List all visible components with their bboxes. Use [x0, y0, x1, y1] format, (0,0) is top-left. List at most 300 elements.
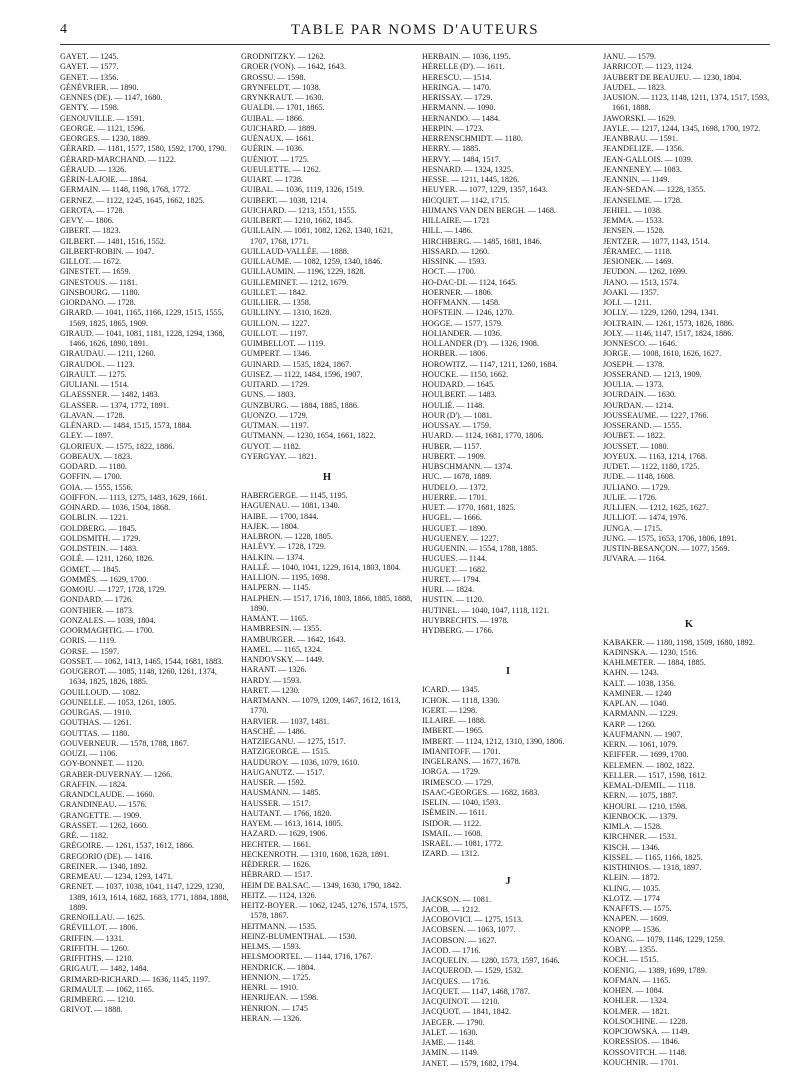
letter-heading-i: I	[505, 666, 511, 678]
entry-list	[241, 52, 413, 462]
index-entry: HOLIANDER. — 1036.	[422, 328, 502, 338]
index-entry: ISÉMEIN. — 1611.	[422, 808, 488, 818]
index-entry: GÉRARD-MARCHAND. — 1122.	[60, 154, 176, 164]
index-entry: GOMMÈS. — 1629, 1700.	[60, 574, 149, 584]
index-entry: HUGUENEY. — 1227.	[422, 533, 499, 543]
index-entry: GUALDI. — 1701, 1865.	[241, 103, 325, 113]
index-entry: HÉBRARD. — 1517.	[241, 870, 313, 880]
index-entry: KOSSOVITCH. — 1148.	[603, 1047, 687, 1057]
index-entry: HUGUET. — 1890.	[422, 523, 488, 533]
index-entry: HURI. — 1824.	[422, 585, 475, 594]
index-entry: HELSMOORTEL. — 1144, 1716, 1767.	[241, 952, 373, 962]
index-entry: GUTMANN. — 1230, 1654, 1661, 1822.	[241, 431, 376, 441]
index-entry: KISSEL. — 1165, 1166, 1825.	[603, 852, 703, 862]
index-entry: HILLAIRE. — 1721	[422, 216, 490, 225]
index-entry: JOURDAN. — 1214.	[603, 400, 674, 410]
index-entry: GOUTHAS. — 1261.	[60, 718, 132, 728]
index-entry: HAMANT. — 1165.	[241, 614, 309, 623]
index-entry: HAUSMANN. — 1485.	[241, 788, 321, 798]
index-entry: GUILLOT. — 1197.	[241, 328, 308, 338]
index-entry: KLEIN. — 1872.	[603, 873, 660, 883]
index-entry: HUBER. — 1157.	[422, 441, 482, 451]
index-entry: HOUDARD. — 1645.	[422, 380, 496, 389]
index-entry: GILLOT. — 1672.	[60, 257, 122, 266]
index-entry: GOLDSMITH. — 1729.	[60, 533, 141, 543]
index-entry: HERRY. — 1885.	[422, 144, 481, 154]
index-entry: GOLDBERG. — 1845.	[60, 523, 137, 533]
entry-list	[603, 52, 775, 565]
index-entry: GONDARD. — 1726.	[60, 595, 134, 605]
index-entry: HERVY. — 1484, 1517.	[422, 154, 501, 164]
index-entry: ISIDOR. — 1122.	[422, 818, 482, 828]
index-entry: IORGA. — 1729.	[422, 767, 481, 777]
index-entry: GUICHARD. — 1213, 1551, 1555.	[241, 205, 357, 215]
index-entry: JAUDEL. — 1823.	[603, 82, 667, 92]
index-entry: GROSSU. — 1598.	[241, 72, 306, 82]
index-entry: JACQUINOT. — 1210.	[422, 997, 500, 1006]
index-entry: GLEY. — 1897.	[60, 431, 113, 441]
index-entry: HALBRON. — 1228, 1805.	[241, 532, 333, 541]
index-entry: KELLER. — 1517, 1598, 1612.	[603, 770, 707, 780]
index-entry: JOAKI. — 1357.	[603, 287, 659, 297]
page-number: 4	[60, 22, 67, 37]
index-entry: GEROTA. — 1728.	[60, 205, 125, 215]
index-entry: HALPHEN. — 1517, 1716, 1803, 1866, 1885, 1888, 1890.	[241, 593, 413, 613]
index-entry: HAMBRESIN. — 1355.	[241, 624, 322, 634]
index-column-1	[60, 52, 232, 1074]
index-entry: GOUNELLE. — 1053, 1261, 1805.	[60, 697, 177, 707]
index-entry: JOSEPH. — 1378.	[603, 359, 665, 369]
index-entry: JAEGER. — 1790.	[422, 1017, 485, 1027]
index-entry: HEITZ-BOYER. — 1062, 1245, 1276, 1574, 1575, 1578, 1867.	[241, 901, 408, 921]
index-entry: HUC. — 1678, 1889.	[422, 472, 492, 482]
index-column-3	[422, 52, 594, 1074]
index-entry: JULIANO. — 1729.	[603, 482, 670, 492]
index-entry: HEITMANN. — 1535.	[241, 921, 317, 931]
index-entry: HENRI. — 1910.	[241, 983, 299, 992]
index-entry: HUBSCHMANN. — 1374.	[422, 462, 513, 471]
index-entry: HOLLANDER (D'). — 1326, 1908.	[422, 339, 539, 348]
index-entry: GUIBERT. — 1038, 1214.	[241, 195, 328, 205]
index-entry: KOUCHNIR. — 1701.	[603, 1057, 679, 1067]
index-entry: IGERT. — 1298.	[422, 705, 478, 715]
index-entry: HUBERT. — 1909.	[422, 451, 486, 461]
index-entry: KAHLMETER. — 1884, 1885.	[603, 658, 706, 667]
index-entry: ILLAIRE. — 1888.	[422, 716, 486, 725]
index-entry: HALLÉ. — 1040, 1041, 1229, 1614, 1803, 1804.	[241, 562, 401, 572]
index-entry: GIRAUDAU. — 1211, 1260.	[60, 349, 156, 359]
index-entry: GRIGAUT. — 1482, 1484.	[60, 964, 149, 974]
index-entry: JULLIOT. — 1474, 1976.	[603, 513, 688, 523]
index-entry: HERAN. — 1326.	[241, 1013, 302, 1023]
index-entry: HUGUET. — 1682.	[422, 564, 488, 574]
index-entry: KIENBOCK. — 1379.	[603, 811, 678, 821]
index-entry: GUILLEMINET. — 1212, 1679.	[241, 277, 349, 287]
index-entry: GRENOILLAU. — 1625.	[60, 913, 145, 922]
index-entry: HEIM DE BALSAC. — 1349, 1630, 1790, 1842.	[241, 880, 402, 890]
index-entry: JOULIA. — 1373.	[603, 380, 664, 389]
index-entry: HOUSSAY. — 1759.	[422, 421, 492, 430]
index-entry: HESSE. — 1211, 1445, 1826.	[422, 175, 520, 184]
index-entry: GORSE. — 1597.	[60, 646, 119, 656]
index-entry: HO-DAC-DI. — 1124, 1645.	[422, 277, 518, 287]
index-entry: GUISEZ. — 1122, 1484, 1596, 1907.	[241, 369, 363, 379]
index-entry: HENRION. — 1745	[241, 1003, 308, 1013]
index-entry: HUGUES. — 1144.	[422, 554, 488, 564]
page-header	[60, 22, 770, 42]
index-entry: GROER (VON). — 1642, 1643.	[241, 62, 347, 72]
index-entry: JACQUES. — 1716.	[422, 976, 491, 986]
index-entry: KOLMER. — 1821.	[603, 1006, 670, 1016]
index-entry: GRIMAULT. — 1062, 1165.	[60, 984, 154, 994]
index-entry: GIRAUD. — 1041, 1081, 1181, 1228, 1294, 1368, 1466, 1626, 1890, 1891.	[60, 328, 225, 348]
index-entry: KOFMAN. — 1165.	[603, 975, 671, 985]
index-entry: JEAN-GALLOIS. — 1039.	[603, 154, 693, 164]
entry-list	[422, 895, 594, 1069]
index-entry: GLORIEUX. — 1575, 1822, 1886.	[60, 441, 175, 451]
index-entry: GOLDSTEIN. — 1483.	[60, 544, 139, 553]
index-entry: GOUTTAS. — 1180.	[60, 728, 130, 738]
index-entry: KEMAL-DJEMIL. — 1118.	[603, 781, 696, 790]
index-entry: JOLTRAIN. — 1261, 1573, 1826, 1886.	[603, 318, 735, 328]
index-entry: ISELIN. — 1040, 1593.	[422, 798, 501, 807]
index-entry: JACKSON. — 1081.	[422, 894, 492, 904]
index-entry: JACOBSEN. — 1063, 1077.	[422, 925, 516, 935]
index-entry: HOFSTEIN. — 1246, 1270.	[422, 308, 514, 318]
index-entry: HERNANDO. — 1484.	[422, 113, 501, 123]
index-entry: GUTMAN. — 1197.	[241, 421, 309, 430]
index-entry: HALLION. — 1195, 1698.	[241, 573, 330, 582]
index-entry: GUYOT. — 1182.	[241, 441, 301, 451]
index-entry: GONZALES. — 1039, 1804.	[60, 615, 156, 625]
index-entry: KNAFFTS. — 1575.	[603, 904, 672, 913]
index-entry: KAPLAN. — 1040.	[603, 699, 669, 708]
entry-list	[422, 685, 594, 859]
index-entry: HAIBE. — 1700, 1844.	[241, 511, 319, 521]
index-entry: JOYEUX. — 1163, 1214, 1768.	[603, 451, 708, 461]
index-entry: GENTY. — 1598.	[60, 103, 119, 113]
index-entry: HALKIN. — 1374.	[241, 552, 305, 562]
index-entry: KERN. — 1075, 1887.	[603, 791, 678, 801]
index-entry: HEINZ-BLUMENTHAL. — 1530.	[241, 931, 357, 941]
index-entry: HOCT. — 1700.	[422, 267, 476, 277]
index-entry: JOLI. — 1211.	[603, 298, 652, 307]
index-entry: JOLY. — 1146, 1147, 1517, 1824, 1886.	[603, 328, 734, 338]
index-entry: JEHIEL. — 1038.	[603, 205, 662, 215]
index-entry: GLASSER. — 1374, 1772, 1891.	[60, 400, 169, 410]
index-entry: GEORGES. — 1230, 1889.	[60, 134, 151, 143]
index-entry: GUIBAL. — 1866.	[241, 113, 305, 123]
index-entry: HAUTANT. — 1766, 1820.	[241, 808, 332, 818]
index-entry: GOURGAS. — 1910.	[60, 708, 132, 717]
index-entry: GUNZBURG. — 1884, 1885, 1886.	[241, 400, 359, 410]
index-entry: HERMANN. — 1090.	[422, 103, 496, 113]
index-entry: HUGUENIN. — 1554, 1788, 1885.	[422, 544, 538, 553]
index-entry: HAUSER. — 1592.	[241, 778, 306, 787]
index-entry: GLÉNARD. — 1484, 1515, 1573, 1884.	[60, 421, 192, 430]
index-entry: HENRIJEAN. — 1598.	[241, 993, 319, 1003]
letter-heading-j: J	[505, 875, 511, 887]
index-entry: HISSINK. — 1593.	[422, 257, 487, 266]
index-entry: HICQUET. — 1142, 1715.	[422, 195, 510, 205]
index-entry: HUARD. — 1124, 1681, 1770, 1806.	[422, 431, 544, 441]
index-entry: GOLÉ. — 1211, 1260, 1826.	[60, 554, 155, 564]
index-entry: HUYBRECHTS. — 1978.	[422, 615, 509, 625]
index-entry: JOLLY. — 1229, 1260, 1294, 1341.	[603, 308, 719, 318]
index-entry: HARDY. — 1593.	[241, 675, 302, 685]
index-entry: GORIS. — 1119.	[60, 636, 117, 646]
index-entry: JULLIEN. — 1212, 1625, 1627.	[603, 503, 709, 512]
index-entry: GLAVAN. — 1728.	[60, 410, 125, 420]
index-entry: GOY-BONNET. — 1120.	[60, 759, 144, 769]
index-entry: JÉRAMEC. — 1118.	[603, 246, 672, 256]
index-entry: GUILLAUMIN. — 1196, 1229, 1828.	[241, 267, 366, 277]
index-columns	[60, 52, 778, 1074]
index-entry: JOURDAIN. — 1630.	[603, 390, 677, 400]
index-entry: HYDBERG. — 1766.	[422, 626, 494, 635]
index-entry: KNOPP. — 1536.	[603, 924, 662, 934]
index-entry: GOSSET. — 1062, 1413, 1465, 1544, 1681, 1883.	[60, 656, 224, 666]
index-entry: JUVARA. — 1164.	[603, 554, 667, 564]
index-entry: GUIBAL. — 1036, 1119, 1326, 1519.	[241, 185, 364, 195]
index-entry: HERINGA. — 1470.	[422, 82, 491, 92]
index-entry: HUDELO. — 1372.	[422, 482, 488, 492]
index-entry: KARMANN. — 1229.	[603, 709, 678, 719]
index-entry: KISTHINIOS. — 1318, 1897.	[603, 863, 702, 872]
index-entry: JIANO. — 1513, 1574.	[603, 277, 679, 287]
index-entry: JANU. — 1579.	[603, 52, 657, 61]
index-entry: GRIFFITHS. — 1210.	[60, 954, 134, 963]
index-entry: GRANGETTE. — 1909.	[60, 810, 142, 820]
index-entry: GOFFIN. — 1700.	[60, 472, 122, 482]
index-entry: HOERNER. — 1806.	[422, 287, 493, 297]
entry-list	[603, 638, 775, 1069]
index-entry: GÉNÉVRIER. — 1890.	[60, 82, 139, 92]
index-entry: GEORGE. — 1121, 1596.	[60, 123, 146, 133]
index-entry: GUÉRIN. — 1036.	[241, 144, 305, 154]
index-entry: KALT. — 1038, 1356.	[603, 678, 676, 688]
index-entry: HELMS. — 1593.	[241, 942, 301, 951]
index-entry: GRÉVILLOT. — 1806.	[60, 923, 138, 933]
index-entry: JENTZER. — 1077, 1143, 1514.	[603, 236, 710, 246]
index-entry: HECKENROTH. — 1310, 1608, 1628, 1891.	[241, 849, 390, 859]
index-entry: HENNION. — 1725.	[241, 972, 311, 982]
index-entry: HENDRICK. — 1804.	[241, 962, 316, 972]
index-entry: HECHTER. — 1661.	[241, 839, 311, 849]
index-entry: GOIA. — 1555, 1556.	[60, 482, 133, 492]
entry-list	[60, 52, 232, 1016]
index-entry: JAME. — 1148.	[422, 1038, 476, 1047]
index-entry: IMBERT. — 1124, 1212, 1310, 1390, 1806.	[422, 736, 565, 746]
index-entry: GRANDINEAU. — 1576.	[60, 800, 147, 810]
index-entry: GRODNITZKY. — 1262.	[241, 52, 326, 61]
index-entry: JONNESCO. — 1646.	[603, 339, 678, 348]
index-entry: IRIMESCO. — 1729.	[422, 777, 494, 787]
index-entry: GOUVERNEUR. — 1578, 1788, 1867.	[60, 738, 189, 748]
index-entry: JESIONEK. — 1469.	[603, 257, 674, 266]
index-entry: GUMPERT. — 1346.	[241, 349, 312, 359]
index-entry: GUILBERT. — 1210, 1662, 1845.	[241, 216, 353, 225]
index-entry: JOUSSEAUME. — 1227, 1766.	[603, 410, 709, 420]
index-entry: JANET. — 1579, 1682, 1794.	[422, 1058, 519, 1068]
index-entry: INGELRANS. — 1677, 1678.	[422, 757, 521, 766]
index-entry: HIJMANS VAN DEN BERGH. — 1468.	[422, 205, 556, 215]
index-entry: GOBEAUX. — 1823.	[60, 451, 133, 461]
index-entry: HERISSAY. — 1729.	[422, 93, 493, 102]
index-entry: GRIFFIN. — 1331.	[60, 933, 124, 943]
index-entry: HOGGE. — 1577, 1579.	[422, 318, 503, 328]
index-entry: ISAAC-GEORGES. — 1682, 1683.	[422, 787, 540, 797]
index-entry: HORBER. — 1806.	[422, 349, 488, 359]
index-entry: HÉDERER. — 1626.	[241, 860, 311, 869]
index-entry: GENOUVILLE. — 1591.	[60, 113, 145, 123]
index-entry: GÉRARD. — 1181, 1577, 1580, 1592, 1700, 1790.	[60, 144, 227, 154]
index-entry: JAMIN. — 1149.	[422, 1048, 479, 1058]
index-entry: HUERRE. — 1701.	[422, 492, 487, 502]
index-entry: KIMLA. — 1528.	[603, 822, 662, 831]
index-entry: JAUSION. — 1123, 1148, 1211, 1374, 1517, 1593, 1661, 1888.	[603, 93, 770, 113]
index-entry: GLAESSNER. — 1482, 1483.	[60, 390, 160, 400]
letter-heading-h: H	[322, 472, 332, 483]
index-column-2	[241, 52, 413, 1074]
index-entry: KLOTZ. — 1774	[603, 893, 660, 903]
index-entry: JACOB. — 1212.	[422, 904, 481, 914]
index-entry: GRIMBERG. — 1210.	[60, 995, 136, 1004]
index-entry: JACQUOT. — 1841, 1842.	[422, 1007, 512, 1017]
index-entry: GUÉNAUX. — 1661.	[241, 134, 314, 143]
index-entry: GENET. — 1356.	[60, 72, 119, 82]
index-entry: KABAKER. — 1180, 1198, 1509, 1680, 1892.	[603, 637, 755, 647]
index-entry: IMIANITOFF. — 1701.	[422, 746, 501, 756]
index-entry: HURET. — 1794.	[422, 574, 481, 584]
index-entry: JUDET. — 1122, 1180, 1725.	[603, 462, 700, 471]
index-entry: GOUGEROT. — 1085, 1148, 1260, 1261, 1374, 1634, 1825, 1826, 1885.	[60, 667, 217, 687]
index-entry: JEANDELIZE. — 1356.	[603, 144, 684, 154]
index-entry: HALPERN. — 1145.	[241, 583, 311, 593]
index-entry: GUÉNIOT. — 1725.	[241, 154, 309, 164]
index-entry: KHOURI. — 1210, 1598.	[603, 801, 688, 811]
index-entry: GODARD. — 1180.	[60, 462, 127, 471]
index-entry: GREMEAU. — 1234, 1293, 1471.	[60, 872, 173, 881]
index-entry: JAYLE. — 1217, 1244, 1345, 1698, 1700, 1972.	[603, 123, 761, 133]
index-entry: HARTMANN. — 1079, 1209, 1467, 1612, 1613, 1770.	[241, 696, 401, 716]
index-entry: JACOBOVICI. — 1275, 1513.	[422, 915, 523, 924]
index-entry: JAWORSKI. — 1629.	[603, 113, 676, 123]
index-entry: GRYNFELDT. — 1038.	[241, 82, 321, 92]
index-entry: HERBAIN. — 1036, 1195.	[422, 52, 511, 61]
index-entry: GRIVOT. — 1888.	[60, 1005, 123, 1015]
index-entry: HUTINEL. — 1040, 1047, 1118, 1121.	[422, 605, 550, 615]
index-entry: HAUGANUTZ. — 1517.	[241, 767, 325, 777]
index-entry: KADINSKA. — 1230, 1516.	[603, 647, 699, 657]
index-entry: KOPCIOWSKA. — 1149.	[603, 1027, 690, 1036]
index-entry: JAUBERT DE BEAUJEU. — 1230, 1804.	[603, 72, 742, 82]
index-entry: GOINARD. — 1036, 1504, 1868.	[60, 503, 171, 512]
index-entry: GIBERT. — 1823.	[60, 226, 121, 236]
index-entry: HOULBERT. — 1483.	[422, 390, 497, 400]
index-entry: JUNGA. — 1715.	[603, 523, 662, 533]
index-entry: JOSSERAND. — 1213, 1909.	[603, 369, 702, 379]
index-entry: GILBERT. — 1481, 1516, 1552.	[60, 236, 166, 246]
index-entry: GRANDCLAUDE. — 1660.	[60, 790, 155, 799]
index-entry: GIRAUDOL. — 1123.	[60, 359, 135, 369]
index-entry: GRENET. — 1037, 1038, 1041, 1147, 1229, 1230, 1389, 1613, 1614, 1682, 1683, 1771, 1884, 1888, 1889.	[60, 882, 229, 912]
index-entry: GIULIANI. — 1514.	[60, 380, 129, 389]
index-entry: KOENIG. — 1389, 1699, 1789.	[603, 965, 707, 975]
index-entry: GRABER-DUVERNAY. — 1266.	[60, 769, 173, 779]
index-entry: IMBERT. — 1965.	[422, 726, 484, 736]
index-entry: GOIFFON. — 1113, 1275, 1483, 1629, 1661.	[60, 492, 208, 502]
index-entry: HANDOVSKY. — 1449.	[241, 655, 324, 664]
index-entry: JEANSELME. — 1728.	[603, 195, 683, 205]
index-entry: GUILLET. — 1842.	[241, 287, 308, 297]
index-entry: KAUFMANN. — 1907.	[603, 729, 683, 739]
index-entry: HOUCKE. — 1150, 1662.	[422, 369, 509, 379]
index-entry: GUICHARD. — 1889.	[241, 123, 317, 133]
index-entry: KOBY. — 1355.	[603, 945, 658, 954]
entry-list	[422, 52, 594, 636]
index-entry: GAYET. — 1245.	[60, 52, 119, 61]
index-entry: HOROWITZ. — 1147, 1211, 1260, 1684.	[422, 359, 558, 369]
index-entry: HESNARD. — 1324, 1325.	[422, 164, 513, 174]
index-entry: JEMMA. — 1533.	[603, 216, 664, 225]
index-entry: GRYNKRAUT. — 1630.	[241, 93, 324, 102]
index-entry: GYERGYAY. — 1821.	[241, 451, 317, 461]
index-entry: JULIE. — 1726.	[603, 492, 657, 502]
index-entry: HERPIN. — 1723.	[422, 123, 484, 133]
index-entry: HAMBURGER. — 1642, 1643.	[241, 634, 346, 644]
index-entry: HALÉVY. — 1728, 1729.	[241, 542, 326, 552]
index-entry: GERMAIN. — 1148, 1198, 1768, 1772.	[60, 185, 191, 195]
index-entry: HUGEL. — 1666.	[422, 513, 482, 523]
index-entry: JUSTIN-BESANÇON. — 1077, 1569.	[603, 544, 730, 553]
index-entry: KNAPEN. — 1609.	[603, 914, 669, 924]
index-entry: HUET. — 1770, 1681, 1825.	[422, 503, 516, 512]
index-entry: HEUYER. — 1077, 1229, 1357, 1643.	[422, 185, 548, 195]
index-entry: GOLBLIN. — 1221.	[60, 513, 129, 523]
index-entry: KELEMEN. — 1802, 1822.	[603, 760, 695, 770]
index-entry: ISRAEL. — 1081, 1772.	[422, 839, 503, 848]
index-entry: GUIMBELLOT. — 1119.	[241, 339, 326, 348]
index-entry: JACOBSON. — 1627.	[422, 935, 497, 945]
index-entry: GUILLIER. — 1358.	[241, 298, 311, 307]
index-entry: ICHOK. — 1118, 1330.	[422, 695, 500, 705]
index-entry: GILBERT-ROBIN. — 1047.	[60, 246, 154, 256]
index-entry: JACQUELIN. — 1280, 1573, 1597, 1646.	[422, 956, 560, 965]
index-entry: GUEULETTE. — 1262.	[241, 164, 321, 174]
index-entry: HAZARD. — 1629, 1906.	[241, 829, 328, 839]
index-entry: JORGE. — 1008, 1610, 1626, 1627.	[603, 349, 722, 359]
index-entry: HAMEL. — 1165, 1324.	[241, 644, 323, 654]
index-entry: JEAN-SEDAN. — 1228, 1355.	[603, 185, 706, 195]
index-entry: GUONZO. — 1729.	[241, 410, 308, 420]
index-entry: GIRARD. — 1041, 1165, 1166, 1229, 1515, 1555, 1569, 1825, 1865, 1909.	[60, 308, 224, 328]
index-entry: JOUSSET. — 1080.	[603, 441, 669, 451]
index-entry: GOMET. — 1845.	[60, 564, 121, 574]
index-entry: GINSBOURG. — 1180.	[60, 287, 140, 297]
index-entry: GUILLAUD-VALLÉE. — 1888.	[241, 246, 349, 256]
index-entry: GINESTET. — 1659.	[60, 267, 131, 277]
running-title: TABLE PAR NOMS D'AUTEURS	[290, 22, 540, 38]
index-entry: JENSEN. — 1528.	[603, 226, 665, 236]
index-entry: KOLSOCHINE. — 1228.	[603, 1016, 688, 1026]
index-entry: HARANT. — 1326.	[241, 665, 307, 675]
index-entry: GOUILLOUD. — 1082.	[60, 687, 141, 697]
index-entry: GOMOIU. — 1727, 1728, 1729.	[60, 585, 167, 594]
index-entry: GUILLAUME. — 1082, 1259, 1340, 1846.	[241, 257, 383, 266]
index-entry: GÉRIN-LAJOIE. — 1864.	[60, 175, 148, 184]
header-rule	[60, 44, 770, 45]
